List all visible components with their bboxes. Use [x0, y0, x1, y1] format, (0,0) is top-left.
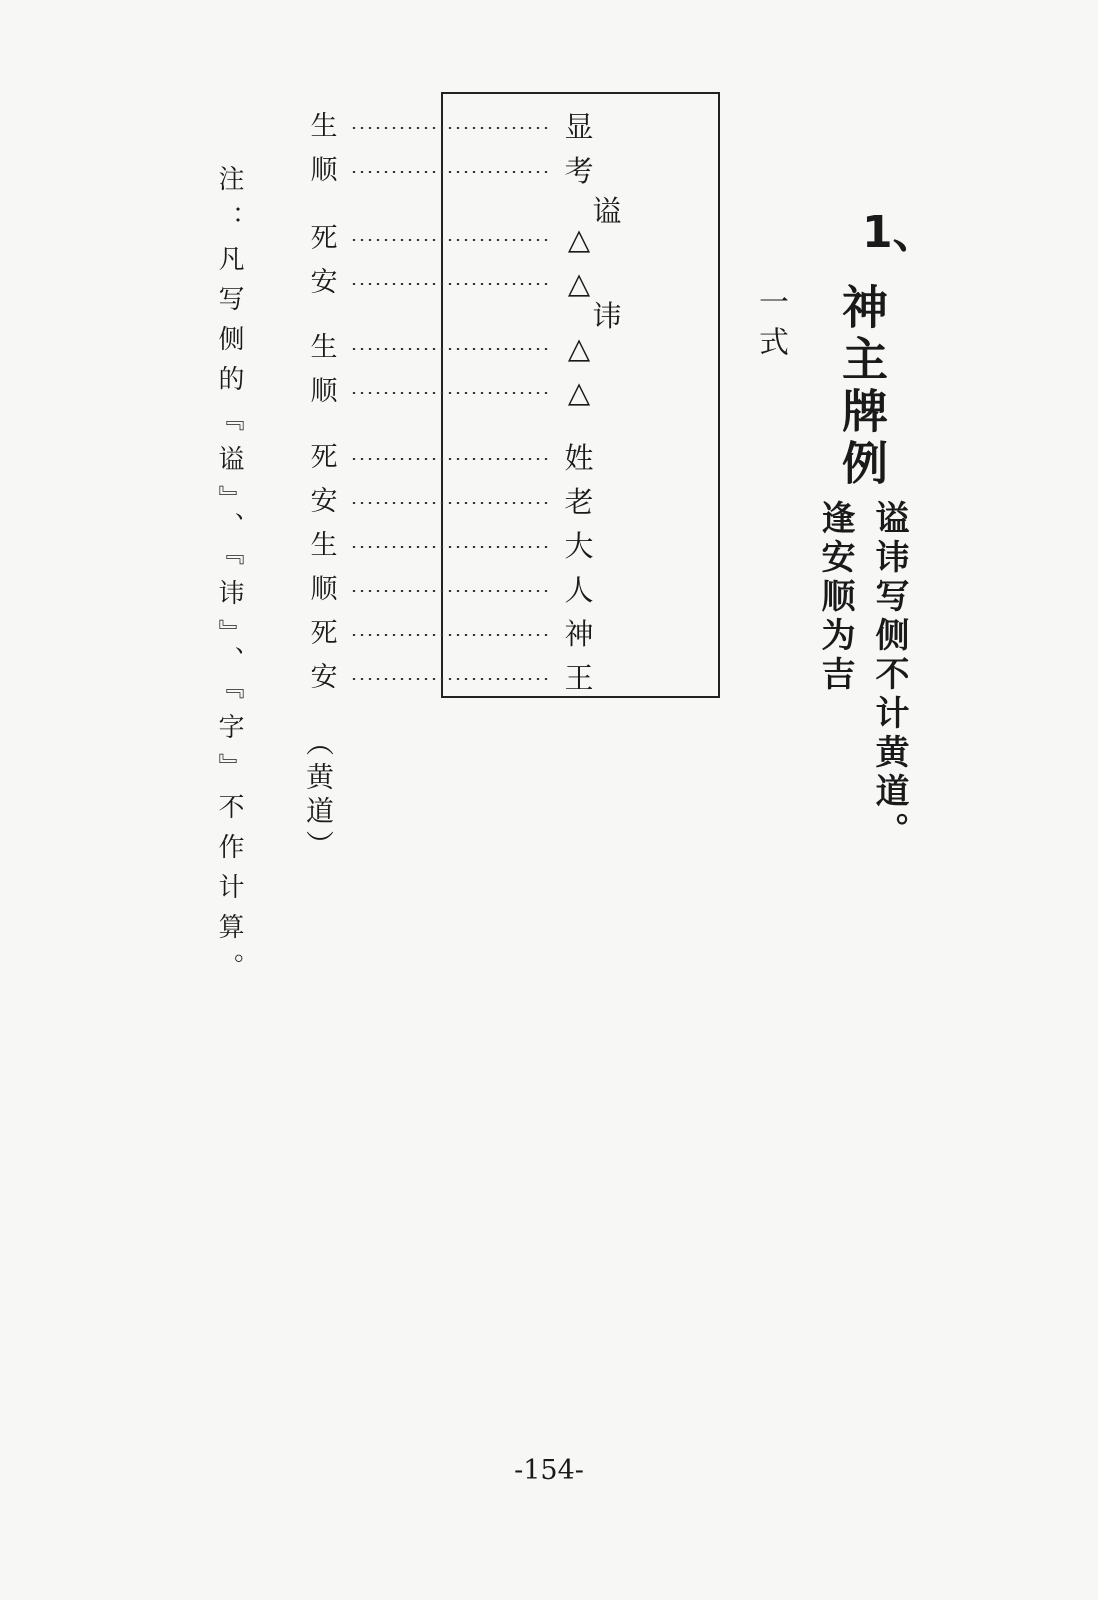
- dotted-leader: [350, 171, 550, 173]
- huangdao-char: 安: [310, 267, 338, 298]
- tablet-char-side: 讳: [592, 299, 622, 333]
- dotted-leader: [350, 458, 550, 460]
- huangdao-label: （黄道）: [302, 728, 335, 864]
- dotted-leader: [350, 634, 550, 636]
- subtitle-line-2: 逢安顺为吉: [815, 500, 855, 695]
- tablet-char: 人: [564, 573, 594, 607]
- dotted-leader: [350, 546, 550, 548]
- huangdao-char: 顺: [310, 376, 338, 407]
- subtitle-line-1: 谥讳写侧不计黄道。: [869, 500, 909, 851]
- huangdao-char: 生: [310, 332, 338, 363]
- dotted-leader: [350, 590, 550, 592]
- huangdao-char: 顺: [310, 155, 338, 186]
- tablet-char: 姓: [564, 441, 594, 475]
- tablet-char: 老: [564, 485, 594, 519]
- page-number: -154-: [514, 1455, 584, 1486]
- style-label: 一式: [753, 286, 788, 366]
- tablet-char: △: [567, 331, 591, 365]
- dotted-leader: [350, 127, 550, 129]
- dotted-leader: [350, 283, 550, 285]
- tablet-char: 考: [564, 154, 594, 188]
- huangdao-char: 生: [310, 530, 338, 561]
- dotted-leader: [350, 502, 550, 504]
- huangdao-char: 死: [310, 618, 338, 649]
- tablet-char: 大: [564, 529, 594, 563]
- dotted-leader: [350, 348, 550, 350]
- huangdao-char: 死: [310, 223, 338, 254]
- huangdao-char: 生: [310, 111, 338, 142]
- huangdao-char: 安: [310, 662, 338, 693]
- huangdao-char: 死: [310, 442, 338, 473]
- dotted-leader: [350, 678, 550, 680]
- tablet-char: △: [567, 266, 591, 300]
- tablet-char: △: [567, 375, 591, 409]
- section-number: 1、: [862, 207, 937, 258]
- tablet-char: 神: [564, 617, 594, 651]
- footnote: 注：凡写侧的『谥』、『讳』、『字』不作计算。: [214, 165, 244, 993]
- dotted-leader: [350, 239, 550, 241]
- tablet-char: 显: [564, 110, 594, 144]
- tablet-char: △: [567, 222, 591, 256]
- dotted-leader: [350, 392, 550, 394]
- tablet-char: 王: [564, 661, 594, 695]
- section-title: 神主牌例: [835, 283, 889, 491]
- huangdao-char: 顺: [310, 574, 338, 605]
- tablet-char-side: 谥: [592, 194, 622, 228]
- huangdao-char: 安: [310, 486, 338, 517]
